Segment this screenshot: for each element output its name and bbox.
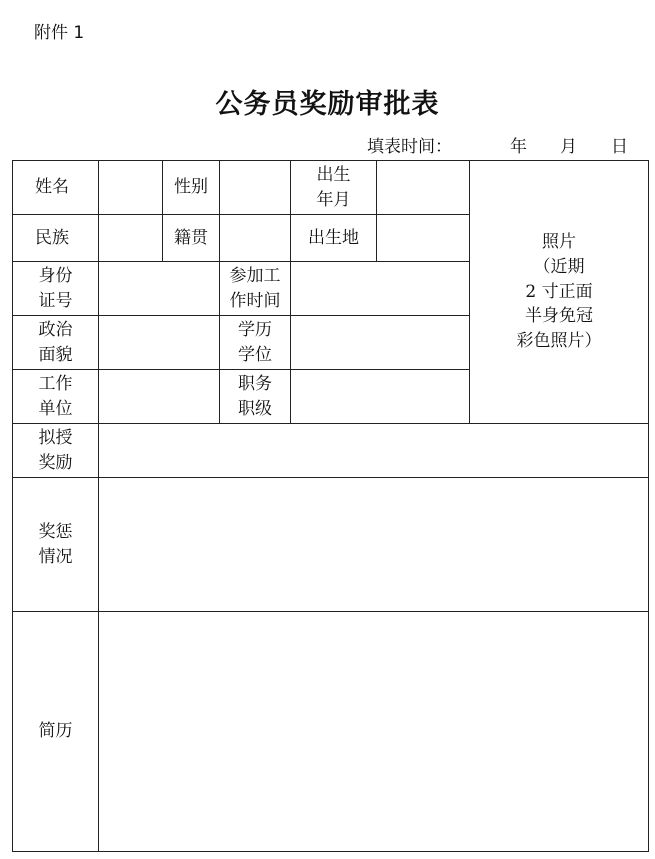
approval-form-table	[12, 160, 649, 852]
political-status-label: 政治 面貌	[13, 316, 99, 370]
birth-date-label: 出生 年月	[291, 161, 377, 215]
native-place-value-cell[interactable]	[220, 215, 291, 262]
fill-date-month: 月	[560, 137, 577, 157]
workplace-label: 工作 单位	[13, 370, 99, 424]
id-number-label: 身份 证号	[13, 262, 99, 316]
education-label: 学历 学位	[220, 316, 291, 370]
page-title: 公务员奖励审批表	[215, 89, 440, 120]
ethnicity-value-cell[interactable]	[99, 215, 163, 262]
fill-date-label: 填表时间：	[367, 137, 452, 157]
attachment-label: 附件 1	[34, 23, 85, 43]
work-start-label: 参加工 作时间	[220, 262, 291, 316]
resume-label: 简历	[13, 612, 99, 852]
ethnicity-label: 民族	[13, 215, 99, 262]
name-label: 姓名	[13, 161, 99, 215]
name-value-cell[interactable]	[99, 161, 163, 215]
birthplace-value-cell[interactable]	[377, 215, 470, 262]
political-status-value-cell[interactable]	[99, 316, 220, 370]
rewards-penalties-value-cell[interactable]	[99, 478, 649, 612]
birthplace-label: 出生地	[291, 215, 377, 262]
position-value-cell[interactable]	[291, 370, 470, 424]
position-label: 职务 职级	[220, 370, 291, 424]
proposed-award-label: 拟授 奖励	[13, 424, 99, 478]
fill-date-year: 年	[510, 137, 527, 157]
photo-placeholder[interactable]: 照片 （近期 2 寸正面 半身免冠 彩色照片）	[470, 161, 649, 424]
native-place-label: 籍贯	[163, 215, 220, 262]
birth-date-value-cell[interactable]	[377, 161, 470, 215]
id-number-value-cell[interactable]	[99, 262, 220, 316]
gender-label: 性别	[163, 161, 220, 215]
workplace-value-cell[interactable]	[99, 370, 220, 424]
fill-date-day: 日	[611, 137, 628, 157]
gender-value-cell[interactable]	[220, 161, 291, 215]
work-start-value-cell[interactable]	[291, 262, 470, 316]
proposed-award-value-cell[interactable]	[99, 424, 649, 478]
rewards-penalties-label: 奖惩 情况	[13, 478, 99, 612]
education-value-cell[interactable]	[291, 316, 470, 370]
resume-value-cell[interactable]	[99, 612, 649, 852]
